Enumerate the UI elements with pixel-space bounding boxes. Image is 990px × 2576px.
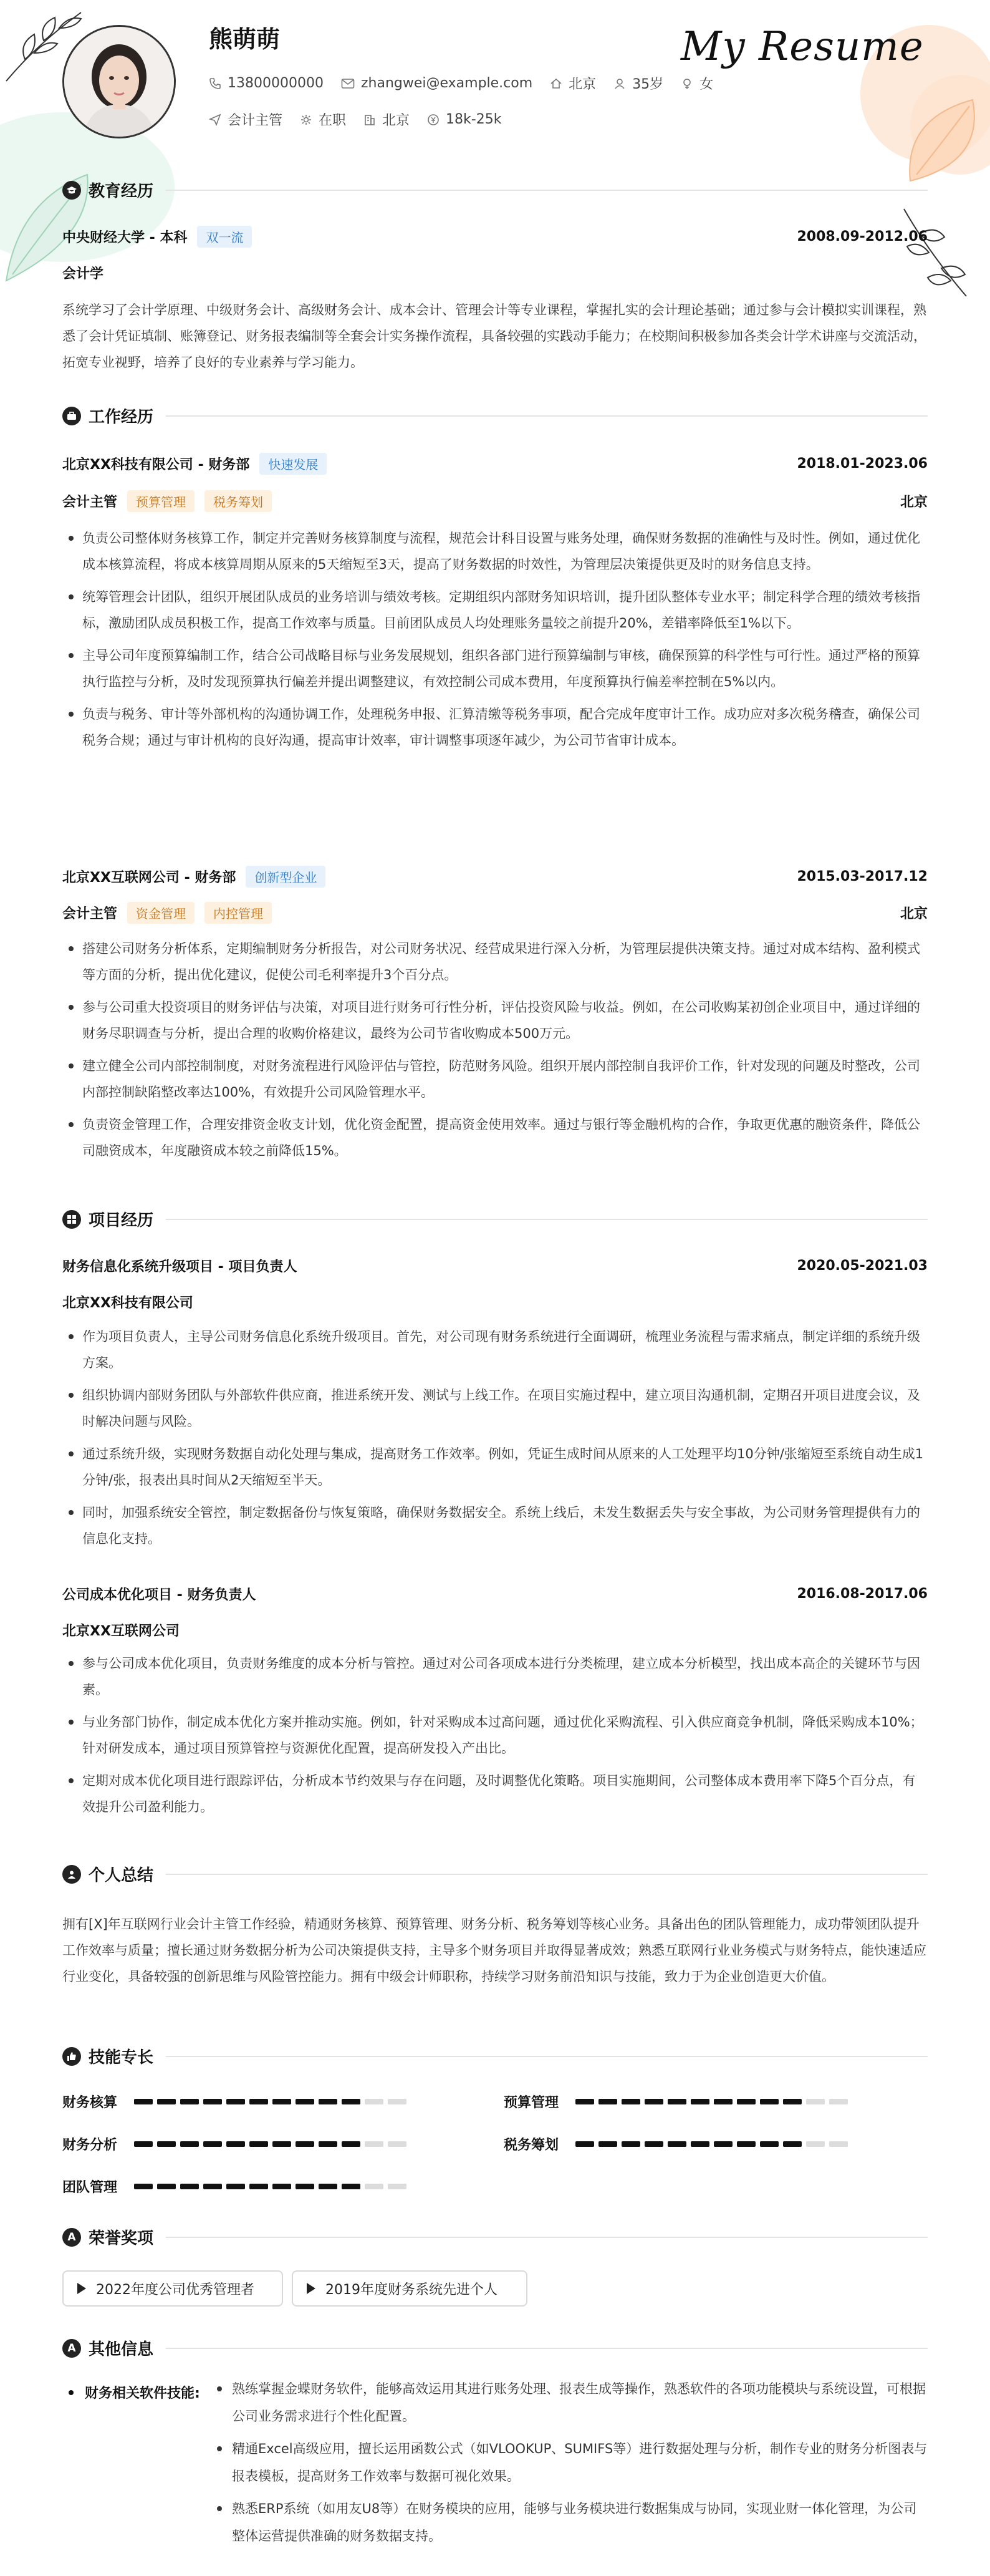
project-1-org-row <box>62 1292 928 1312</box>
education-section-header <box>62 178 928 201</box>
skill-segment <box>296 2099 314 2104</box>
skill-segment <box>180 2141 199 2147</box>
briefcase-icon <box>62 407 81 425</box>
project-date: 2020.05-2021.03 <box>797 1258 928 1274</box>
skill-segment <box>226 2184 245 2189</box>
skills-section-header <box>62 2045 928 2068</box>
job-role: 会计主管 <box>62 906 118 922</box>
section-title: 项目经历 <box>89 1211 154 1230</box>
skill-segment <box>388 2141 406 2147</box>
section-title: 个人总结 <box>89 1866 154 1885</box>
status-item <box>300 110 346 129</box>
thumbs-up-icon <box>62 2047 81 2066</box>
position-text: 会计主管 <box>228 113 283 128</box>
skill-segment <box>157 2099 176 2104</box>
skill-segment <box>760 2141 779 2147</box>
list-item: 负责与税务、审计等外部机构的沟通协调工作，处理税务申报、汇算清缴等税务事项，配合完成年度审计工作。成功应对多次税务稽查，确保公司税务合规；通过与审计机构的良好沟通，提高审计效率，审计调整事项逐年减少，为公司节省审计成本。 <box>62 701 928 753</box>
skill-name: 财务分析 <box>62 2138 118 2153</box>
graduation-cap-icon <box>62 181 81 200</box>
skill-segment <box>249 2141 268 2147</box>
education-row <box>62 226 928 248</box>
skill-segment <box>622 2141 640 2147</box>
list-item: 参与公司成本优化项目，负责财务维度的成本分析与管控。通过对公司各项成本进行分类梳理，建立成本分析模型，找出成本高企的关键环节与因素。 <box>62 1650 928 1703</box>
info-icon: A <box>62 2339 81 2358</box>
job-2-bullets <box>62 936 928 1170</box>
skill-segment <box>575 2099 594 2104</box>
position-item <box>209 110 282 129</box>
skill-segment <box>226 2141 245 2147</box>
skill-segment <box>180 2184 199 2189</box>
skill-level-bar <box>134 2184 411 2189</box>
section-title: 教育经历 <box>89 182 154 201</box>
play-icon <box>307 2283 315 2294</box>
user-icon <box>613 77 626 90</box>
projects-section-header <box>62 1208 928 1231</box>
job-1-bullets <box>62 525 928 760</box>
skill-segment <box>157 2141 176 2147</box>
company-tag: 创新型企业 <box>246 866 325 888</box>
skill-segment <box>783 2099 802 2104</box>
skill-segment <box>598 2099 617 2104</box>
skill-segment <box>691 2141 709 2147</box>
skill-segment <box>203 2099 222 2104</box>
skill-segment <box>829 2141 848 2147</box>
list-item: 建立健全公司内部控制制度，对财务流程进行风险评估与管控，防范财务风险。组织开展内部控制自我评价工作，针对发现的问题及时整改，公司内部控制缺陷整改率达100%，有效提升公司风险管理水平。 <box>62 1053 928 1105</box>
section-title: 其他信息 <box>89 2340 154 2359</box>
skill-level-bar <box>134 2141 411 2147</box>
project-2-org-row <box>62 1620 928 1640</box>
target-city-item <box>363 110 410 129</box>
work-section-header <box>62 404 928 427</box>
list-item: 主导公司年度预算编制工作，结合公司战略目标与业务发展规划，组织各部门进行预算编制与审核，确保预算的科学性与可行性。通过严格的预算执行监控与分析，及时发现预算执行偏差并提出调整建议，有效控制公司成本费用，年度预算执行偏差率控制在5%以内。 <box>62 642 928 695</box>
salary-item <box>427 112 501 127</box>
skill-segment <box>691 2099 709 2104</box>
job-date: 2018.01-2023.06 <box>797 456 928 472</box>
skill-segment <box>388 2184 406 2189</box>
school-tag: 双一流 <box>197 226 252 248</box>
summary-text: 拥有[X]年互联网行业会计主管工作经验，精通财务核算、预算管理、财务分析、税务筹划等核心业务。具备出色的团队管理能力，成功带领团队提升工作效率与质量；擅长通过财务数据分析为公司决策提供支持，主导多个财务项目并取得显著成效；熟悉互联网行业业务模式与财务特点，能快速适应行业变化，具备较强的创新思维与风险管控能力。拥有中级会计师职称，持续学习财务前沿知识与技能，致力于为企业创造更大价值。 <box>62 1917 926 1984</box>
skill-level-bar <box>575 2099 852 2104</box>
divider <box>166 2348 928 2349</box>
skill-name: 财务核算 <box>62 2095 118 2111</box>
skill-segment <box>249 2099 268 2104</box>
list-item: 负责资金管理工作，合理安排资金收支计划，优化资金配置，提高资金使用效率。通过与银行等金融机构的合作，争取更优惠的融资条件，降低公司融资成本，年度融资成本较之前降低15%。 <box>62 1111 928 1164</box>
list-item: 作为项目负责人，主导公司财务信息化系统升级项目。首先，对公司现有财务系统进行全面调研，梳理业务流程与需求痛点，制定详细的系统升级方案。 <box>62 1324 928 1376</box>
divider <box>166 2237 928 2238</box>
skill-segment <box>342 2184 360 2189</box>
avatar <box>62 25 176 138</box>
skill-item <box>62 2134 411 2154</box>
skill-segment <box>134 2099 153 2104</box>
age-text: 35岁 <box>632 77 664 92</box>
major: 会计学 <box>62 266 104 282</box>
project-1-header <box>62 1256 928 1276</box>
skill-segment <box>272 2184 291 2189</box>
skill-segment <box>714 2099 733 2104</box>
resume-title: My Resume <box>681 24 924 70</box>
skill-segment <box>598 2141 617 2147</box>
send-icon <box>209 114 221 126</box>
award-badge <box>292 2270 527 2307</box>
skill-level-bar <box>575 2141 852 2147</box>
skill-segment <box>714 2141 733 2147</box>
user-icon <box>62 1865 81 1884</box>
skill-segment <box>575 2141 594 2147</box>
skill-segment <box>319 2184 337 2189</box>
divider <box>166 190 928 191</box>
home-icon <box>550 77 562 90</box>
skill-name: 预算管理 <box>504 2095 559 2111</box>
project-org: 北京XX科技有限公司 <box>62 1295 193 1311</box>
play-icon <box>77 2283 86 2294</box>
phone-text: 13800000000 <box>228 75 324 91</box>
awards-section-header <box>62 2225 928 2249</box>
email-item <box>341 75 532 91</box>
skill-segment <box>319 2099 337 2104</box>
skill-segment <box>180 2099 199 2104</box>
city-item <box>550 74 596 93</box>
school-name: 中央财经大学 - 本科 <box>62 230 188 246</box>
divider <box>166 415 928 417</box>
skill-segment <box>365 2184 383 2189</box>
city-text: 北京 <box>569 77 597 92</box>
skill-segment <box>806 2099 825 2104</box>
skill-segment <box>157 2184 176 2189</box>
skill-segment <box>668 2099 686 2104</box>
skill-name: 团队管理 <box>62 2180 118 2196</box>
job-date: 2015.03-2017.12 <box>797 869 928 884</box>
role-tag: 内控管理 <box>204 902 272 924</box>
job-intent-row <box>209 110 519 129</box>
skill-segment <box>806 2141 825 2147</box>
project-name: 公司成本优化项目 - 财务负责人 <box>62 1587 256 1603</box>
skill-segment <box>272 2099 291 2104</box>
company-tag: 快速发展 <box>259 453 327 475</box>
list-item: 熟悉ERP系统（如用友U8等）在财务模块的应用，能够与业务模块进行数据集成与协同，实现业财一体化管理，为公司整体运营提供准确的财务数据支持。 <box>212 2495 928 2550</box>
project-org: 北京XX互联网公司 <box>62 1624 180 1639</box>
skill-item <box>62 2177 411 2196</box>
list-item: 通过系统升级，实现财务数据自动化处理与集成，提高财务工作效率。例如，凭证生成时间从原来的人工处理平均10分钟/张缩短至系统自动生成1分钟/张，报表出具时间从2天缩短至半天。 <box>62 1441 928 1493</box>
leaf-decoration-icon <box>891 203 979 303</box>
skill-segment <box>645 2141 663 2147</box>
age-item <box>613 74 663 93</box>
other-section-header <box>62 2336 928 2360</box>
mail-icon <box>341 78 355 89</box>
skill-item <box>504 2134 852 2154</box>
skill-segment <box>760 2099 779 2104</box>
skill-segment <box>296 2184 314 2189</box>
candidate-name: 熊萌萌 <box>209 26 281 53</box>
skill-segment <box>737 2141 756 2147</box>
skill-segment <box>134 2141 153 2147</box>
award-icon: A <box>62 2228 81 2247</box>
other-label-text: 财务相关软件技能: <box>85 2386 200 2401</box>
skill-segment <box>203 2184 222 2189</box>
salary-text: 18k-25k <box>446 112 502 127</box>
monstera-leaf-icon <box>898 94 985 187</box>
phone-item <box>209 75 324 91</box>
job-location: 北京 <box>900 906 928 922</box>
email-text: zhangwei@example.com <box>360 75 533 91</box>
award-badge <box>62 2270 283 2307</box>
list-item: 统筹管理会计团队，组织开展团队成员的业务培训与绩效考核。定期组织内部财务知识培训，提升团队整体专业水平；制定科学合理的绩效考核指标，激励团队成员积极工作，提高工作效率与质量。目前团队成员人均处理账务量较之前提升20%，差错率降低至1%以下。 <box>62 584 928 636</box>
gender-icon <box>681 77 693 90</box>
building-icon <box>363 114 376 126</box>
summary-section-header <box>62 1862 928 1886</box>
software-skills-list <box>212 2375 928 2555</box>
job-2-header <box>62 866 928 888</box>
list-item: 同时，加强系统安全管控，制定数据备份与恢复策略，确保财务数据安全。系统上线后，未发生数据丢失与安全事故，为公司财务管理提供有力的信息化支持。 <box>62 1499 928 1552</box>
divider <box>166 1219 928 1220</box>
project-2-bullets <box>62 1650 928 1826</box>
list-item: 与业务部门协作，制定成本优化方案并推动实施。例如，针对采购成本过高问题，通过优化采购流程、引入供应商竞争机制，降低采购成本10%；针对研发成本，通过项目预算管控与资源优化配置，提高研发投入产出比。 <box>62 1709 928 1761</box>
major-row <box>62 263 928 283</box>
education-date: 2008.09-2012.06 <box>797 229 928 245</box>
role-tag: 资金管理 <box>127 902 195 924</box>
project-name: 财务信息化系统升级项目 - 项目负责人 <box>62 1259 297 1275</box>
other-label <box>62 2383 200 2402</box>
skill-segment <box>645 2099 663 2104</box>
project-2-header <box>62 1584 928 1604</box>
skill-item <box>62 2092 411 2111</box>
award-text: 2019年度财务系统先进个人 <box>325 2282 497 2298</box>
job-role: 会计主管 <box>62 495 118 510</box>
education-description: 系统学习了会计学原理、中级财务会计、高级财务会计、成本会计、管理会计等专业课程，掌握扎实的会计理论基础；通过参与会计模拟实训课程，熟悉了会计凭证填制、账簿登记、财务报表编制等全套会计实务操作流程，具备较强的实践动手能力；在校期间积极参加各类会计学术讲座与交流活动，拓宽专业视野，培养了良好的专业素养与学习能力。 <box>62 303 926 370</box>
skill-item <box>504 2092 852 2111</box>
section-title: 荣誉奖项 <box>89 2229 154 2248</box>
role-tag: 税务筹划 <box>204 490 272 512</box>
skill-name: 税务筹划 <box>504 2138 559 2153</box>
list-item: 组织协调内部财务团队与外部软件供应商，推进系统开发、测试与上线工作。在项目实施过程中，建立项目沟通机制，定期召开项目进度会议，及时解决问题与风险。 <box>62 1382 928 1435</box>
skill-segment <box>342 2141 360 2147</box>
role-tag: 预算管理 <box>127 490 195 512</box>
skill-segment <box>226 2099 245 2104</box>
skill-segment <box>365 2099 383 2104</box>
skill-segment <box>319 2141 337 2147</box>
skill-segment <box>342 2099 360 2104</box>
target-city-text: 北京 <box>382 113 410 128</box>
settings-icon <box>300 114 312 126</box>
section-title: 工作经历 <box>89 408 154 427</box>
list-item: 负责公司整体财务核算工作，制定并完善财务核算制度与流程，规范会计科目设置与账务处理，确保财务数据的准确性与及时性。例如，通过优化成本核算流程，将成本核算周期从原来的5天缩短至3天，提高了财务数据的时效性，为管理层决策提供更及时的财务信息支持。 <box>62 525 928 578</box>
skill-segment <box>365 2141 383 2147</box>
list-item: 搭建公司财务分析体系，定期编制财务分析报告，对公司财务状况、经营成果进行深入分析，为管理层提供决策支持。通过对成本结构、盈利模式等方面的分析，提出优化建议，促使公司毛利率提升3个百分点。 <box>62 936 928 988</box>
skill-segment <box>296 2141 314 2147</box>
project-date: 2016.08-2017.06 <box>797 1586 928 1602</box>
skill-segment <box>622 2099 640 2104</box>
divider <box>166 2056 928 2057</box>
skill-segment <box>134 2184 153 2189</box>
job-2-role-row <box>62 902 928 924</box>
list-item: 定期对成本优化项目进行跟踪评估，分析成本节约效果与存在问题，及时调整优化策略。项目实施期间，公司整体成本费用率下降5个百分点，有效提升公司盈利能力。 <box>62 1768 928 1820</box>
skill-segment <box>668 2141 686 2147</box>
section-title: 技能专长 <box>89 2048 154 2067</box>
skill-segment <box>203 2141 222 2147</box>
skill-segment <box>249 2184 268 2189</box>
award-text: 2022年度公司优秀管理者 <box>96 2282 254 2298</box>
skill-segment <box>783 2141 802 2147</box>
list-item: 精通Excel高级应用，擅长运用函数公式（如VLOOKUP、SUMIFS等）进行数据处理与分析，制作专业的财务分析图表与报表模板，提高财务工作效率与数据可视化效果。 <box>212 2435 928 2490</box>
phone-icon <box>209 77 221 90</box>
status-text: 在职 <box>319 113 347 128</box>
gender-text: 女 <box>699 77 714 92</box>
gender-item <box>681 74 713 93</box>
grid-icon <box>62 1210 81 1229</box>
company-name: 北京XX互联网公司 - 财务部 <box>62 870 236 886</box>
job-location: 北京 <box>900 495 928 510</box>
list-item: 熟练掌握金蝶财务软件，能够高效运用其进行账务处理、报表生成等操作，熟悉软件的各项功能模块与系统设置，可根据公司业务需求进行个性化配置。 <box>212 2375 928 2430</box>
skill-segment <box>388 2099 406 2104</box>
skill-segment <box>829 2099 848 2104</box>
skill-level-bar <box>134 2099 411 2104</box>
company-name: 北京XX科技有限公司 - 财务部 <box>62 457 250 473</box>
contact-row <box>209 74 731 93</box>
skill-segment <box>737 2099 756 2104</box>
money-icon <box>427 114 440 126</box>
divider <box>166 1874 928 1875</box>
job-1-header <box>62 453 928 475</box>
project-1-bullets <box>62 1324 928 1558</box>
skill-segment <box>272 2141 291 2147</box>
job-1-role-row <box>62 490 928 512</box>
list-item: 参与公司重大投资项目的财务评估与决策，对项目进行财务可行性分析，评估投资风险与收益。例如，在公司收购某初创企业项目中，通过详细的财务尽职调查与分析，提出合理的收购价格建议，最终为公司节省收购成本500万元。 <box>62 994 928 1047</box>
